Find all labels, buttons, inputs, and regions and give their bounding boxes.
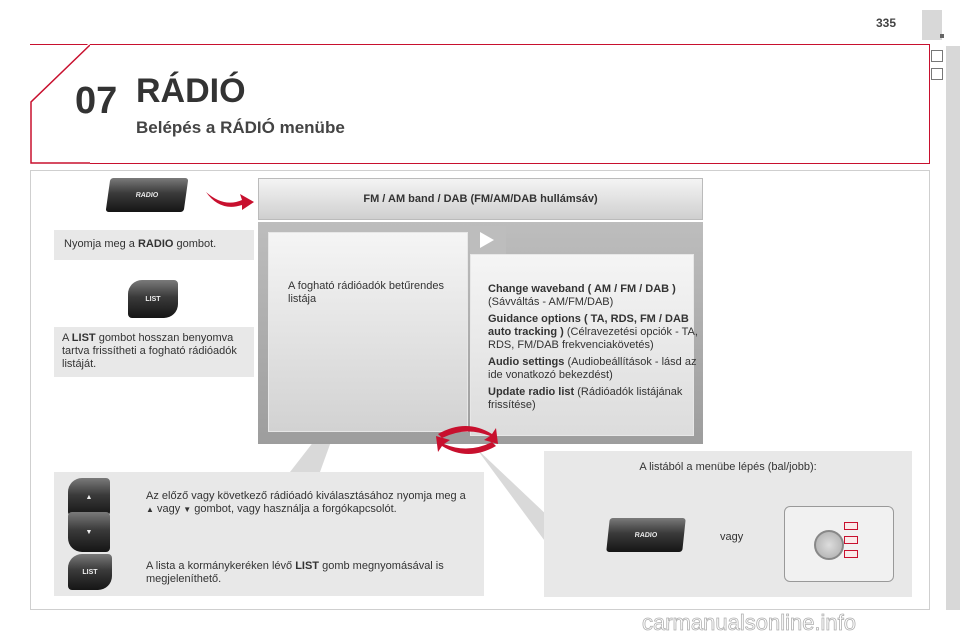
- red-arrow-icon: [204, 186, 256, 212]
- station-list-title: A fogható rádióadók betűrendes listája: [288, 280, 444, 305]
- toc-square-1: [931, 50, 943, 62]
- menu-options: [488, 283, 702, 417]
- steering-list-button-image: [68, 554, 112, 590]
- down-arrow-icon: ▼: [85, 528, 93, 536]
- radio-button-label-2: RADIO: [634, 531, 658, 539]
- side-tab: [922, 10, 942, 40]
- radio-button-image-2: [606, 518, 686, 552]
- left-right-arrows-icon: [432, 420, 502, 460]
- radio-button-label: RADIO: [135, 191, 159, 199]
- up-arrow-icon: ▲: [85, 493, 93, 501]
- console-button-3: [844, 550, 858, 558]
- rotary-knob-icon: [814, 530, 844, 560]
- menu-item-guidance: Guidance options ( TA, RDS, FM / DAB auto tracking ) (Célravezetési opciók - TA, RDS, FM/DAB frekvenciakövetés): [488, 313, 698, 351]
- navigation-note: [54, 472, 484, 596]
- screen-header: FM / AM band / DAB (FM/AM/DAB hullámsáv): [258, 178, 703, 220]
- page-number: 335: [876, 16, 897, 30]
- steering-up-button-image: [68, 478, 110, 516]
- triangle-down-icon: ▼: [183, 505, 192, 515]
- menu-entry-text: A listából a menübe lépés (bal/jobb):: [639, 461, 817, 473]
- menu-item-audio: Audio settings (Audiobeállítások - lásd az ide vonatkozó bekezdést): [488, 356, 697, 381]
- play-arrow-icon: [480, 232, 494, 248]
- radio-instruction-note: Nyomja meg a RADIO gombot.: [54, 230, 254, 260]
- or-text: vagy: [720, 531, 744, 543]
- nav-instruction: Az előző vagy következő rádióadó kiválasztásához nyomja meg a ▲ vagy ▼ gombot, vagy használja a forgókapcsolót.: [146, 490, 466, 516]
- toc-square-2: [931, 68, 943, 80]
- menu-item-waveband: Change waveband ( AM / FM / DAB ) (Sávváltás - AM/FM/DAB): [488, 283, 676, 308]
- steering-list-label: LIST: [82, 568, 98, 576]
- steering-down-button-image: [68, 512, 110, 552]
- triangle-up-icon: ▲: [146, 505, 154, 515]
- station-list-pane: [268, 232, 468, 432]
- console-button-1: [844, 522, 858, 530]
- steering-list-note: A lista a kormánykeréken lévő LIST gomb megnyomásával is megjeleníthető.: [146, 560, 444, 586]
- watermark: [640, 608, 952, 638]
- page-title: RÁDIÓ: [136, 72, 246, 110]
- watermark-text: carmanualsonline.info: [642, 610, 857, 635]
- radio-button-image: [106, 178, 189, 212]
- console-button-2: [844, 536, 858, 544]
- list-button-label: LIST: [145, 295, 161, 303]
- chapter-number: 07: [75, 80, 118, 122]
- page-subtitle: Belépés a RÁDIÓ menübe: [136, 118, 345, 137]
- list-instruction-note: A LIST gombot hosszan benyomva tartva frissítheti a fogható rádióadók listáját.: [54, 327, 254, 377]
- tab-dot: [940, 34, 944, 38]
- list-button-image: [128, 280, 178, 318]
- right-strip: [946, 46, 960, 610]
- menu-item-update: Update radio list (Rádióadók listájának frissítése): [488, 386, 683, 412]
